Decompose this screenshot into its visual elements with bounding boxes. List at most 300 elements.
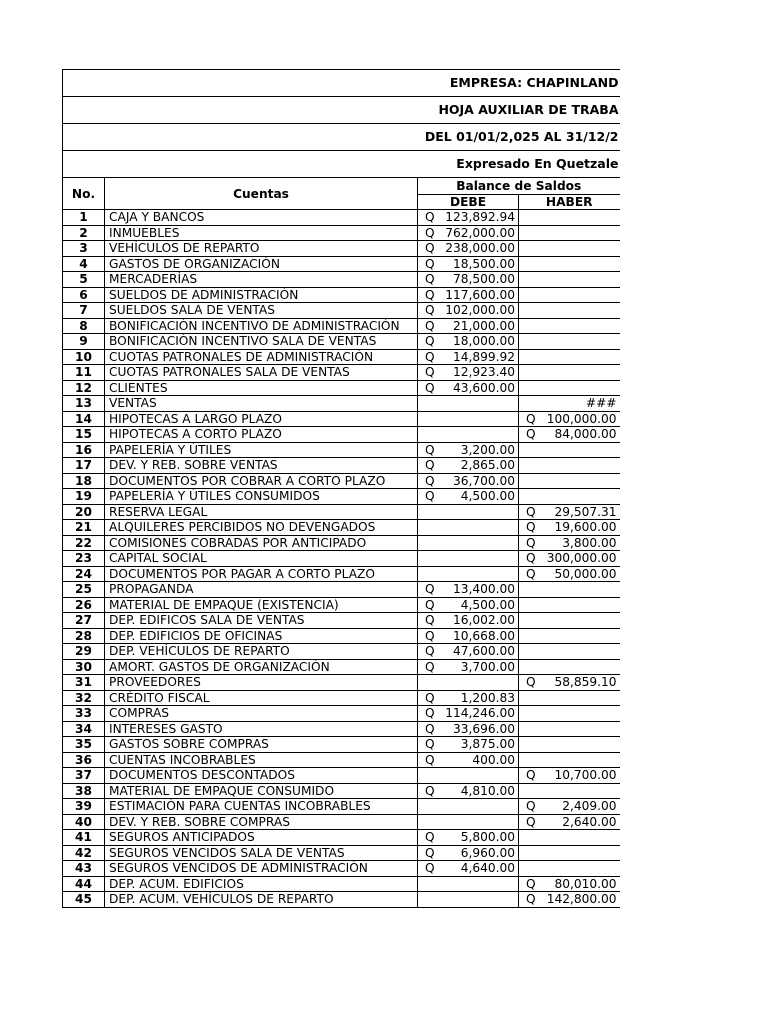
haber-cell: [519, 814, 620, 830]
haber-cell: [519, 504, 620, 520]
table-row: [63, 396, 620, 412]
row-number: 20: [63, 504, 105, 520]
column-header-cuentas: Cuentas: [105, 178, 418, 210]
amount-value: 47,600.00: [452, 644, 515, 659]
amount-value: 6,960.00: [460, 845, 515, 860]
table-row: [63, 365, 620, 381]
table-row: [63, 783, 620, 799]
table-row: [63, 690, 620, 706]
haber-cell: [519, 442, 620, 458]
amount-value: 84,000.00: [554, 427, 617, 442]
currency-symbol: Q: [425, 721, 435, 736]
debe-cell: [418, 892, 519, 908]
currency-symbol: Q: [425, 737, 435, 752]
debe-cell: [418, 287, 519, 303]
table-row: [63, 737, 620, 753]
table-row: [63, 752, 620, 768]
amount-value: 102,000.00: [445, 303, 515, 318]
currency-symbol: Q: [425, 225, 435, 240]
haber-cell: [519, 256, 620, 272]
row-number: 36: [63, 752, 105, 768]
debe-cell: [418, 551, 519, 567]
haber-cell: [519, 396, 620, 412]
account-name: DEP. VEHÍCULOS DE REPARTO: [105, 644, 418, 660]
row-number: 9: [63, 334, 105, 350]
amount-value: 18,500.00: [452, 256, 515, 271]
row-number: 37: [63, 768, 105, 784]
amount-value: 4,500.00: [460, 597, 515, 612]
debe-cell: [418, 768, 519, 784]
account-name: ALQUILERES PERCIBIDOS NO DEVENGADOS: [105, 520, 418, 536]
row-number: 27: [63, 613, 105, 629]
currency-symbol: Q: [425, 303, 435, 318]
currency-symbol: Q: [526, 566, 536, 581]
debe-cell: [418, 535, 519, 551]
table-row: [63, 892, 620, 908]
haber-cell: [519, 458, 620, 474]
currency-symbol: Q: [425, 613, 435, 628]
row-number: 28: [63, 628, 105, 644]
table-row: [63, 706, 620, 722]
haber-cell: [519, 861, 620, 877]
amount-value: 142,800.00: [546, 892, 617, 907]
currency-symbol: Q: [425, 458, 435, 473]
debe-cell: [418, 830, 519, 846]
account-name: CUENTAS INCOBRABLES: [105, 752, 418, 768]
haber-cell: [519, 768, 620, 784]
amount-value: 14,899.92: [452, 349, 515, 364]
row-number: 10: [63, 349, 105, 365]
row-number: 40: [63, 814, 105, 830]
amount-value: 10,668.00: [452, 628, 515, 643]
amount-value: 29,507.31: [554, 504, 617, 519]
account-name: PAPELERÍA Y ÚTILES: [105, 442, 418, 458]
amount-value: 16,002.00: [452, 613, 515, 628]
amount-value: 400.00: [472, 752, 515, 767]
account-name: CRÉDITO FISCAL: [105, 690, 418, 706]
account-name: VENTAS: [105, 396, 418, 412]
haber-cell: [519, 241, 620, 257]
debe-cell: [418, 613, 519, 629]
balance-table: [62, 69, 620, 908]
account-name: COMPRAS: [105, 706, 418, 722]
currency-symbol: Q: [425, 256, 435, 271]
account-name: SUELDOS SALA DE VENTAS: [105, 303, 418, 319]
debe-cell: [418, 861, 519, 877]
amount-value: 3,800.00: [562, 535, 617, 550]
table-row: [63, 535, 620, 551]
haber-cell: [519, 411, 620, 427]
row-number: 14: [63, 411, 105, 427]
account-name: BONIFICACIÓN INCENTIVO SALA DE VENTAS: [105, 334, 418, 350]
haber-cell: [519, 318, 620, 334]
debe-cell: [418, 396, 519, 412]
haber-cell: [519, 830, 620, 846]
debe-cell: [418, 442, 519, 458]
row-number: 2: [63, 225, 105, 241]
currency-symbol: Q: [425, 287, 435, 302]
row-number: 11: [63, 365, 105, 381]
account-name: HIPOTECAS A LARGO PLAZO: [105, 411, 418, 427]
row-number: 32: [63, 690, 105, 706]
haber-cell: [519, 876, 620, 892]
account-name: MATERIAL DE EMPAQUE (EXISTENCIA): [105, 597, 418, 613]
table-row: [63, 814, 620, 830]
account-name: CAJA Y BANCOS: [105, 210, 418, 226]
account-name: CAPITAL SOCIAL: [105, 551, 418, 567]
account-name: SUELDOS DE ADMINISTRACIÓN: [105, 287, 418, 303]
debe-cell: [418, 582, 519, 598]
account-name: GASTOS SOBRE COMPRAS: [105, 737, 418, 753]
table-row: [63, 349, 620, 365]
amount-value: 10,700.00: [554, 768, 617, 783]
amount-value: 19,600.00: [554, 520, 617, 535]
currency-symbol: Q: [425, 380, 435, 395]
debe-cell: [418, 303, 519, 319]
table-row: [63, 241, 620, 257]
haber-cell: [519, 613, 620, 629]
currency-symbol: Q: [526, 411, 536, 426]
row-number: 4: [63, 256, 105, 272]
row-number: 35: [63, 737, 105, 753]
row-number: 44: [63, 876, 105, 892]
table-row: [63, 861, 620, 877]
haber-cell: [519, 380, 620, 396]
currency-symbol: Q: [425, 597, 435, 612]
column-header-debe: DEBE: [418, 195, 519, 210]
debe-cell: [418, 489, 519, 505]
table-row: [63, 489, 620, 505]
currency-symbol: Q: [526, 520, 536, 535]
account-name: SEGUROS ANTICIPADOS: [105, 830, 418, 846]
account-name: DEV. Y REB. SOBRE VENTAS: [105, 458, 418, 474]
row-number: 23: [63, 551, 105, 567]
amount-value: 117,600.00: [445, 287, 515, 302]
currency-symbol: Q: [526, 675, 536, 690]
table-row: [63, 303, 620, 319]
currency-symbol: Q: [425, 210, 435, 225]
debe-cell: [418, 225, 519, 241]
row-number: 39: [63, 799, 105, 815]
amount-value: 100,000.00: [546, 411, 617, 426]
debe-cell: [418, 845, 519, 861]
currency-symbol: Q: [425, 845, 435, 860]
column-header-haber: HABER: [519, 195, 620, 210]
table-row: [63, 582, 620, 598]
row-number: 34: [63, 721, 105, 737]
table-row: [63, 411, 620, 427]
table-row: [63, 520, 620, 536]
table-row: [63, 458, 620, 474]
currency-symbol: Q: [526, 814, 536, 829]
debe-cell: [418, 597, 519, 613]
amount-value: 762,000.00: [445, 225, 515, 240]
account-name: INMUEBLES: [105, 225, 418, 241]
haber-cell: [519, 349, 620, 365]
debe-cell: [418, 427, 519, 443]
table-row: [63, 334, 620, 350]
account-name: MATERIAL DE EMPAQUE CONSUMIDO: [105, 783, 418, 799]
amount-value: 3,875.00: [460, 737, 515, 752]
debe-cell: [418, 473, 519, 489]
table-row: [63, 659, 620, 675]
currency-symbol: Q: [425, 318, 435, 333]
currency-symbol: Q: [425, 349, 435, 364]
haber-cell: [519, 644, 620, 660]
debe-cell: [418, 318, 519, 334]
amount-value: 2,865.00: [460, 458, 515, 473]
table-row: [63, 721, 620, 737]
row-number: 42: [63, 845, 105, 861]
amount-value: 4,810.00: [460, 783, 515, 798]
amount-value: 238,000.00: [445, 241, 515, 256]
table-row: [63, 566, 620, 582]
account-name: DEP. ACUM. EDIFICIOS: [105, 876, 418, 892]
debe-cell: [418, 690, 519, 706]
table-row: [63, 768, 620, 784]
account-name: DOCUMENTOS POR COBRAR A CORTO PLAZO: [105, 473, 418, 489]
row-number: 1: [63, 210, 105, 226]
currency-symbol: Q: [425, 659, 435, 674]
row-number: 45: [63, 892, 105, 908]
debe-cell: [418, 628, 519, 644]
haber-cell: [519, 783, 620, 799]
debe-cell: [418, 365, 519, 381]
account-name: RESERVA LEGAL: [105, 504, 418, 520]
debe-cell: [418, 783, 519, 799]
haber-cell: [519, 287, 620, 303]
currency-symbol: Q: [425, 334, 435, 349]
amount-value: 123,892.94: [445, 210, 515, 225]
debe-cell: [418, 256, 519, 272]
row-number: 31: [63, 675, 105, 691]
amount-value: 58,859.10: [554, 675, 617, 690]
debe-cell: [418, 241, 519, 257]
amount-value: 2,640.00: [562, 814, 617, 829]
table-row: [63, 504, 620, 520]
account-name: PROPAGANDA: [105, 582, 418, 598]
amount-value: 78,500.00: [452, 272, 515, 287]
debe-cell: [418, 272, 519, 288]
row-number: 41: [63, 830, 105, 846]
debe-cell: [418, 520, 519, 536]
debe-cell: [418, 706, 519, 722]
haber-cell: [519, 272, 620, 288]
account-name: DOCUMENTOS DESCONTADOS: [105, 768, 418, 784]
currency-symbol: Q: [526, 799, 536, 814]
table-row: [63, 845, 620, 861]
haber-cell: [519, 473, 620, 489]
column-header-no: No.: [63, 178, 105, 210]
table-row: [63, 613, 620, 629]
haber-cell: [519, 845, 620, 861]
table-row: [63, 318, 620, 334]
table-row: [63, 628, 620, 644]
row-number: 8: [63, 318, 105, 334]
haber-cell: [519, 210, 620, 226]
amount-value: 4,500.00: [460, 489, 515, 504]
amount-value: 80,010.00: [554, 876, 617, 891]
amount-value: 2,409.00: [562, 799, 617, 814]
row-number: 25: [63, 582, 105, 598]
currency-note: Expresado En Quetzale: [63, 151, 620, 178]
table-row: [63, 876, 620, 892]
sheet-title: HOJA AUXILIAR DE TRABA: [63, 97, 620, 124]
row-number: 12: [63, 380, 105, 396]
row-number: 30: [63, 659, 105, 675]
debe-cell: [418, 504, 519, 520]
period-title: DEL 01/01/2,025 AL 31/12/2: [63, 124, 620, 151]
account-name: DOCUMENTOS POR PAGAR A CORTO PLAZO: [105, 566, 418, 582]
haber-cell: [519, 535, 620, 551]
amount-value: 1,200.83: [460, 690, 515, 705]
table-row: [63, 675, 620, 691]
account-name: DEP. EDIFICOS SALA DE VENTAS: [105, 613, 418, 629]
currency-symbol: Q: [425, 783, 435, 798]
account-name: BONIFICACIÓN INCENTIVO DE ADMINISTRACIÓN: [105, 318, 418, 334]
currency-symbol: Q: [425, 241, 435, 256]
debe-cell: [418, 814, 519, 830]
currency-symbol: Q: [425, 830, 435, 845]
amount-value: 12,923.40: [452, 365, 515, 380]
row-number: 18: [63, 473, 105, 489]
account-name: DEV. Y REB. SOBRE COMPRAS: [105, 814, 418, 830]
debe-cell: [418, 721, 519, 737]
table-row: [63, 442, 620, 458]
haber-cell: [519, 690, 620, 706]
amount-value: 5,800.00: [460, 830, 515, 845]
debe-cell: [418, 799, 519, 815]
row-number: 3: [63, 241, 105, 257]
debe-cell: [418, 458, 519, 474]
amount-value: 21,000.00: [452, 318, 515, 333]
haber-cell: [519, 628, 620, 644]
row-number: 22: [63, 535, 105, 551]
account-name: PAPELERÍA Y ÚTILES CONSUMIDOS: [105, 489, 418, 505]
row-number: 6: [63, 287, 105, 303]
account-name: DEP. EDIFICIOS DE OFICINAS: [105, 628, 418, 644]
table-row: [63, 644, 620, 660]
table-row: [63, 473, 620, 489]
account-name: COMISIONES COBRADAS POR ANTICIPADO: [105, 535, 418, 551]
debe-cell: [418, 752, 519, 768]
account-name: DEP. ACUM. VEHÍCULOS DE REPARTO: [105, 892, 418, 908]
debe-cell: [418, 411, 519, 427]
currency-symbol: Q: [526, 768, 536, 783]
account-name: VEHÍCULOS DE REPARTO: [105, 241, 418, 257]
row-number: 15: [63, 427, 105, 443]
debe-cell: [418, 566, 519, 582]
currency-symbol: Q: [425, 582, 435, 597]
currency-symbol: Q: [425, 628, 435, 643]
amount-value: 36,700.00: [452, 473, 515, 488]
amount-value: 3,700.00: [460, 659, 515, 674]
amount-value: 300,000.00: [546, 551, 617, 566]
haber-cell: [519, 737, 620, 753]
debe-cell: [418, 380, 519, 396]
row-number: 24: [63, 566, 105, 582]
amount-value: 43,600.00: [452, 380, 515, 395]
haber-cell: [519, 489, 620, 505]
debe-cell: [418, 644, 519, 660]
currency-symbol: Q: [526, 504, 536, 519]
haber-cell: [519, 551, 620, 567]
row-number: 33: [63, 706, 105, 722]
table-row: [63, 830, 620, 846]
currency-symbol: Q: [526, 551, 536, 566]
table-row: [63, 287, 620, 303]
row-number: 21: [63, 520, 105, 536]
row-number: 29: [63, 644, 105, 660]
account-name: CUOTAS PATRONALES SALA DE VENTAS: [105, 365, 418, 381]
account-name: SEGUROS VENCIDOS DE ADMINISTRACIÓN: [105, 861, 418, 877]
currency-symbol: Q: [425, 861, 435, 876]
haber-cell: [519, 334, 620, 350]
haber-cell: [519, 520, 620, 536]
table-row: [63, 380, 620, 396]
haber-cell: [519, 225, 620, 241]
table-row: [63, 551, 620, 567]
haber-cell: [519, 752, 620, 768]
currency-symbol: Q: [425, 706, 435, 721]
haber-cell: [519, 597, 620, 613]
currency-symbol: Q: [526, 427, 536, 442]
table-row: [63, 210, 620, 226]
currency-symbol: Q: [425, 644, 435, 659]
account-name: HIPOTECAS A CORTO PLAZO: [105, 427, 418, 443]
debe-cell: [418, 210, 519, 226]
amount-value: 18,000.00: [452, 334, 515, 349]
table-row: [63, 225, 620, 241]
row-number: 5: [63, 272, 105, 288]
row-number: 7: [63, 303, 105, 319]
amount-value: 4,640.00: [460, 861, 515, 876]
row-number: 38: [63, 783, 105, 799]
account-name: SEGUROS VENCIDOS SALA DE VENTAS: [105, 845, 418, 861]
haber-cell: [519, 892, 620, 908]
account-name: AMORT. GASTOS DE ORGANIZACIÓN: [105, 659, 418, 675]
currency-symbol: Q: [526, 892, 536, 907]
debe-cell: [418, 349, 519, 365]
currency-symbol: Q: [425, 489, 435, 504]
debe-cell: [418, 334, 519, 350]
account-name: GASTOS DE ORGANIZACIÓN: [105, 256, 418, 272]
amount-value: 3,200.00: [460, 442, 515, 457]
row-number: 43: [63, 861, 105, 877]
haber-cell: [519, 675, 620, 691]
currency-symbol: Q: [425, 473, 435, 488]
amount-value: 114,246.00: [445, 706, 515, 721]
column-header-balance: Balance de Saldos: [418, 178, 620, 195]
table-row: [63, 597, 620, 613]
haber-cell: [519, 303, 620, 319]
amount-value: 33,696.00: [452, 721, 515, 736]
amount-value: 13,400.00: [452, 582, 515, 597]
account-name: INTERESES GASTO: [105, 721, 418, 737]
haber-cell: [519, 566, 620, 582]
debe-cell: [418, 876, 519, 892]
amount-value: 50,000.00: [554, 566, 617, 581]
row-number: 19: [63, 489, 105, 505]
debe-cell: [418, 737, 519, 753]
haber-cell: [519, 659, 620, 675]
overflow-value: ###: [585, 396, 617, 411]
table-row: [63, 272, 620, 288]
row-number: 16: [63, 442, 105, 458]
account-name: CLIENTES: [105, 380, 418, 396]
table-row: [63, 799, 620, 815]
account-name: MERCADERÍAS: [105, 272, 418, 288]
